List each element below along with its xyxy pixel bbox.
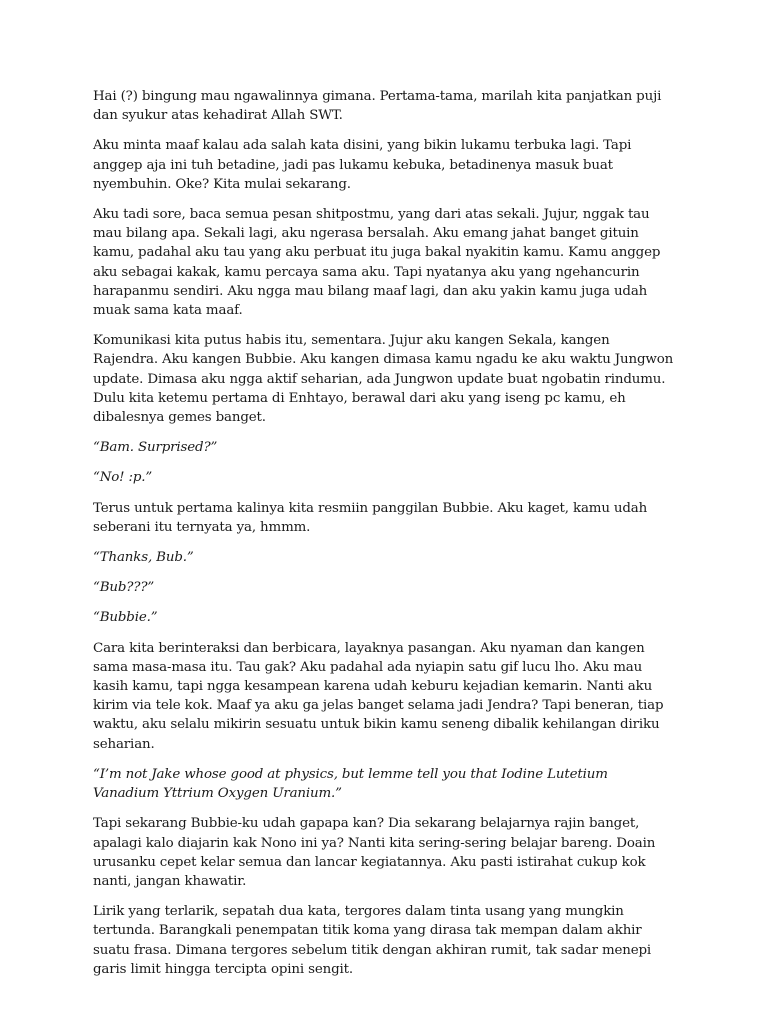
paragraph: Cara kita berinteraksi dan berbicara, layaknya pasangan. Aku nyaman dan kangen sama masa-masa itu. Tau gak? Aku padahal ada nyiapin satu gif lucu lho. Aku mau kasih kamu, tapi ngga kesampean karena udah keburu kejadian kemarin. Nanti aku kirim via tele kok. Maaf ya aku ga jelas banget selama jadi Jendra? Tapi beneran, tiap waktu, aku selalu mikirin sesuatu untuk bikin kamu seneng dibalik kehilangan diriku seharian.: [93, 640, 664, 752]
paragraph: Aku tadi sore, baca semua pesan shitpostmu, yang dari atas sekali. Jujur, nggak tau mau bilang apa. Sekali lagi, aku ngerasa bersalah. Aku emang jahat banget gituin kamu, padahal aku tau yang aku perbuat itu juga bakal nyakitin kamu. Kamu anggep aku sebagai kakak, kamu percaya sama aku. Tapi nyatanya aku yang ngehancurin harapanmu sendiri. Aku ngga mau bilang maaf lagi, dan aku yakin kamu juga udah muak sama kata maaf.: [93, 207, 661, 319]
paragraph: Aku minta maaf kalau ada salah kata disini, yang bikin lukamu terbuka lagi. Tapi anggep aja ini tuh betadine, jadi pas lukamu kebuka, betadinenya masuk buat nyembuhin. Oke? Kita mulai sekarang.: [93, 138, 632, 192]
paragraph: Lirik yang terlarik, sepatah dua kata, tergores dalam tinta usang yang mungkin tertunda. Barangkali penempatan titik koma yang dirasa tak mempan dalam akhir suatu frasa. Dimana tergores sebelum titik dengan akhiran rumit, tak sadar menepi garis limit hingga tercipta opini sengit.: [93, 904, 652, 977]
paragraph: Komunikasi kita putus habis itu, sementara. Jujur aku kangen Sekala, kangen Rajendra. Aku kangen Bubbie. Aku kangen dimasa kamu ngadu ke aku waktu Jungwon update. Dimasa aku ngga aktif seharian, ada Jungwon update buat ngobatin rindumu. Dulu kita ketemu pertama di Enhtayo, berawal dari aku yang iseng pc kamu, eh dibalesnya gemes banget.: [93, 333, 674, 426]
paragraph: Hai (?) bingung mau ngawalinnya gimana. Pertama-tama, marilah kita panjatkan puji dan syukur atas kehadirat Allah SWT.: [93, 89, 662, 124]
quote: “Bubbie.”: [93, 610, 158, 626]
quote: “Bam. Surprised?”: [93, 440, 218, 456]
quote: “Thanks, Bub.”: [93, 550, 194, 566]
quote: “Bub???”: [93, 580, 155, 596]
quote: “No! :p.”: [93, 470, 153, 486]
quote: “I’m not Jake whose good at physics, but lemme tell you that Iodine Lutetium Vanadium Yttrium Oxygen Uranium.”: [93, 766, 608, 802]
document-page: [93, 87, 675, 990]
paragraph: Terus untuk pertama kalinya kita resmiin panggilan Bubbie. Aku kaget, kamu udah seberani itu ternyata ya, hmmm.: [93, 500, 648, 535]
paragraph: Tapi sekarang Bubbie-ku udah gapapa kan? Dia sekarang belajarnya rajin banget, apalagi kalo diajarin kak Nono ini ya? Nanti kita sering-sering belajar bareng. Doain urusanku cepet kelar semua dan lancar kegiatannya. Aku pasti istirahat cukup kok nanti, jangan khawatir.: [93, 816, 656, 889]
